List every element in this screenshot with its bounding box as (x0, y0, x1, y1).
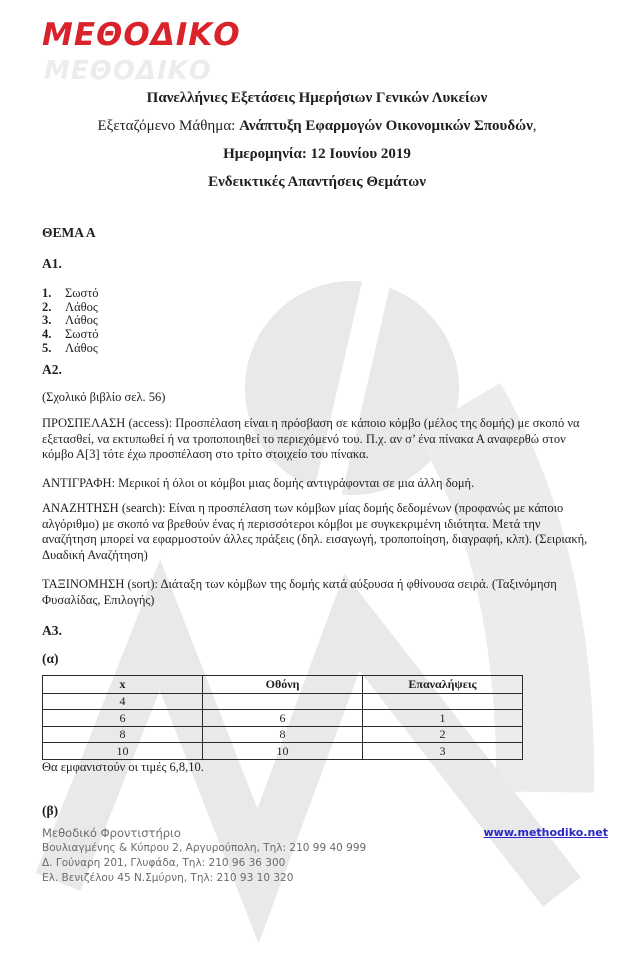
a1-item-value: Λάθος (65, 340, 98, 355)
table-header-cell: Επαναλήψεις (363, 676, 523, 694)
a3-trace-table-body (43, 693, 523, 759)
a1-answer-item (42, 314, 99, 328)
a1-answer-list (42, 287, 99, 356)
table-cell: 10 (203, 743, 363, 760)
a1-item-value: Λάθος (65, 299, 98, 314)
a1-item-number: 4. (42, 327, 52, 342)
a2-paragraph-sort: ΤΑΞΙΝΟΜΗΣΗ (sort): Διάταξη των κόμβων της δομής κατά αύξουσα ή φθίνουσα σειρά. (Ταξινόμηση Φυσαλίδας, Επιλογής) (42, 577, 557, 607)
table-cell: 6 (43, 710, 203, 727)
a2-paragraph-access: ΠΡΟΣΠΕΛΑΣΗ (access): Προσπέλαση είναι η πρόσβαση σε κάποιο κόμβο (μέλος της δομής) με σκοπό να εξετασθεί, να εκτυπωθεί ή να τροποποιηθεί το περιεχόμενό του. Π.χ. αν σ’ ένα πίνακα Α αναφερθώ στον κόμβο Α[3] τότε έχω προσπέλαση στο τρίτο στοιχείο του πίνακα. (42, 416, 580, 462)
a1-answer-item (42, 301, 99, 315)
header-subject-name: Ανάπτυξη Εφαρμογών Οικονομικών Σπουδών (239, 118, 533, 134)
header-subject-suffix: , (532, 118, 537, 134)
table-cell: 10 (43, 743, 203, 760)
a1-item-number: 5. (42, 340, 52, 355)
table-cell: 2 (363, 726, 523, 743)
table-cell: 8 (203, 726, 363, 743)
table-cell (203, 693, 363, 710)
a1-answer-item (42, 328, 99, 342)
table-cell: 3 (363, 743, 523, 760)
header-date: Ημερομηνία: 12 Ιουνίου 2019 (223, 146, 411, 162)
table-cell: 4 (43, 693, 203, 710)
header-subject-line (0, 116, 634, 136)
a1-item-value: Λάθος (65, 313, 98, 328)
header-subject-prefix: Εξεταζόμενο Μάθημα: (97, 118, 240, 134)
footer-contact-block (42, 825, 366, 887)
website-link[interactable]: www.methodiko.net (483, 826, 608, 839)
footer-address-lines (42, 841, 366, 887)
table-row (43, 693, 523, 710)
footer-school-name: Μεθοδικό Φροντιστήριο (42, 826, 181, 840)
table-cell: 1 (363, 710, 523, 727)
section-a2-label: Α2. (42, 362, 62, 377)
a1-item-number: 2. (42, 299, 52, 314)
section-a1-label: Α1. (42, 256, 62, 271)
a2-paragraph-search: ΑΝΑΖΗΤΗΣΗ (search): Είναι η προσπέλαση των κόμβων μίας δομής δεδομένων (προφανώς με κάποιο αλγόριθμο) με σκοπό να βρεθούν ένας ή περισσότεροι κόμβοι με συγκεκριμένη ιδιότητα. Μετά την αναζήτηση μπορεί να εφαρμοστούν άλλες πράξεις (δηλ. εισαγωγή, τροποποίηση, διαγραφή, κλπ). (Σειριακή, Δυαδική Αναζήτηση) (42, 501, 588, 562)
a2-paragraph-copy: ΑΝΤΙΓΡΑΦΗ: Μερικοί ή όλοι οι κόμβοι μιας δομής αντιγράφονται σε μια άλλη δομή. (42, 476, 475, 490)
a1-item-value: Σωστό (65, 327, 99, 342)
table-row (43, 710, 523, 727)
table-cell: 6 (203, 710, 363, 727)
a1-item-number: 1. (42, 286, 52, 300)
a1-answer-item (42, 342, 99, 356)
table-row (43, 743, 523, 760)
a3-table-note: Θα εμφανιστούν οι τιμές 6,8,10. (42, 760, 204, 774)
footer-address-line: Δ. Γούναρη 201, Γλυφάδα, Τηλ: 210 96 36 300 (42, 857, 286, 870)
table-cell: 8 (43, 726, 203, 743)
a1-answer-item (42, 287, 99, 301)
methodiko-logo-shadow: ΜΕΘΟΔΙΚΟ (44, 56, 212, 86)
methodiko-logo: ΜΕΘΟΔΙΚΟ (42, 17, 241, 53)
a3-part-beta-label: (β) (42, 803, 59, 818)
footer-address-line: Βουλιαγμένης & Κύπρου 2, Αργυρούπολη, Τηλ: 210 99 40 999 (42, 842, 367, 854)
a3-part-alpha-label: (α) (42, 651, 59, 666)
table-header-row (43, 676, 523, 694)
section-theme-a-title: ΘΕΜΑ Α (42, 225, 96, 240)
a3-trace-table-head (43, 676, 523, 694)
a3-trace-table (42, 675, 523, 760)
header-answers-title: Ενδεικτικές Απαντήσεις Θεμάτων (208, 174, 426, 190)
table-header-cell: x (43, 676, 203, 694)
header-exam-title: Πανελλήνιες Εξετάσεις Ημερήσιων Γενικών Λυκείων (146, 90, 488, 106)
table-row (43, 726, 523, 743)
footer-address-line: Ελ. Βενιζέλου 45 Ν.Σμύρνη, Τηλ: 210 93 10 320 (42, 872, 294, 885)
table-header-cell: Οθόνη (203, 676, 363, 694)
a1-item-number: 3. (42, 313, 52, 328)
table-cell (363, 693, 523, 710)
section-a3-label: Α3. (42, 623, 62, 638)
a1-item-value: Σωστό (65, 286, 99, 300)
a2-source-reference: (Σχολικό βιβλίο σελ. 56) (42, 390, 166, 404)
